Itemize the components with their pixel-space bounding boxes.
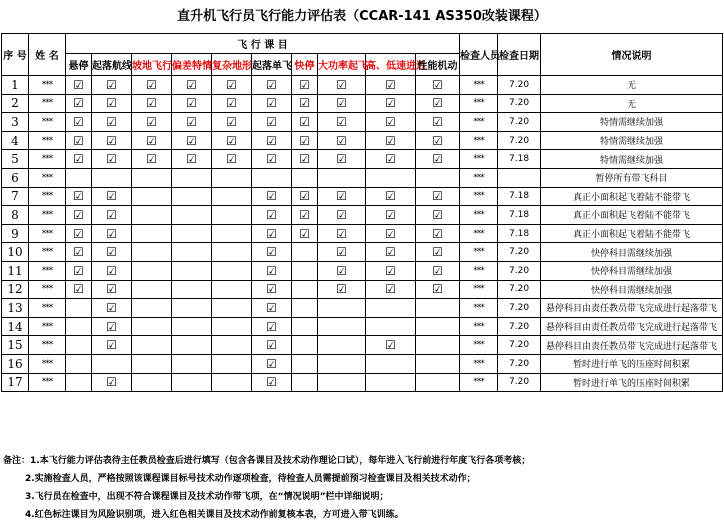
checkbox-checked-icon: ☑ <box>416 243 460 262</box>
checkbox-checked-icon: ☑ <box>318 243 366 262</box>
empty-cell <box>132 261 172 280</box>
inspector-name: *** <box>460 317 498 336</box>
empty-cell <box>212 336 252 355</box>
row-number: 15 <box>2 336 29 355</box>
pilot-name: *** <box>29 187 66 206</box>
row-number: 8 <box>2 206 29 225</box>
row-number: 4 <box>2 131 29 150</box>
inspector-name: *** <box>460 299 498 318</box>
checkbox-checked-icon: ☑ <box>212 76 252 95</box>
row-number: 2 <box>2 94 29 113</box>
checkbox-checked-icon: ☑ <box>172 113 212 132</box>
empty-cell <box>292 354 318 373</box>
checkbox-checked-icon: ☑ <box>292 224 318 243</box>
empty-cell <box>318 373 366 392</box>
row-number: 17 <box>2 373 29 392</box>
checkbox-checked-icon: ☑ <box>252 150 292 169</box>
pilot-name: *** <box>29 131 66 150</box>
checkbox-checked-icon: ☑ <box>252 224 292 243</box>
row-number: 16 <box>2 354 29 373</box>
empty-cell <box>212 187 252 206</box>
empty-cell <box>172 168 212 187</box>
remark-text: 真正小面积起飞着陆不能带飞 <box>541 206 723 225</box>
header-subject-1: 悬停 <box>66 54 92 76</box>
checkbox-checked-icon: ☑ <box>172 150 212 169</box>
header-inspector: 检查人员 <box>460 34 498 76</box>
check-date: 7.20 <box>498 131 541 150</box>
check-date: 7.18 <box>498 187 541 206</box>
checkbox-checked-icon: ☑ <box>66 76 92 95</box>
checkbox-checked-icon: ☑ <box>92 113 132 132</box>
checkbox-checked-icon: ☑ <box>318 150 366 169</box>
table-row <box>2 299 723 318</box>
inspector-name: *** <box>460 373 498 392</box>
header-name: 姓 名 <box>29 34 66 76</box>
header-subject-9: 高、低速进近 <box>366 54 416 76</box>
empty-cell <box>416 354 460 373</box>
checkbox-checked-icon: ☑ <box>92 150 132 169</box>
check-date: 7.18 <box>498 224 541 243</box>
pilot-name: *** <box>29 299 66 318</box>
empty-cell <box>292 336 318 355</box>
check-date: 7.20 <box>498 299 541 318</box>
empty-cell <box>318 317 366 336</box>
check-date: 7.20 <box>498 76 541 95</box>
pilot-name: *** <box>29 94 66 113</box>
remark-text: 特情需继续加强 <box>541 150 723 169</box>
checkbox-checked-icon: ☑ <box>416 113 460 132</box>
table-row <box>2 280 723 299</box>
pilot-name: *** <box>29 150 66 169</box>
empty-cell <box>416 317 460 336</box>
pilot-name: *** <box>29 317 66 336</box>
inspector-name: *** <box>460 131 498 150</box>
empty-cell <box>366 299 416 318</box>
empty-cell <box>212 299 252 318</box>
checkbox-checked-icon: ☑ <box>252 113 292 132</box>
inspector-name: *** <box>460 336 498 355</box>
empty-cell <box>132 373 172 392</box>
checkbox-checked-icon: ☑ <box>92 317 132 336</box>
checkbox-checked-icon: ☑ <box>252 336 292 355</box>
empty-cell <box>92 354 132 373</box>
checkbox-checked-icon: ☑ <box>292 206 318 225</box>
checkbox-checked-icon: ☑ <box>366 150 416 169</box>
checkbox-checked-icon: ☑ <box>92 206 132 225</box>
checkbox-checked-icon: ☑ <box>92 243 132 262</box>
checkbox-checked-icon: ☑ <box>212 94 252 113</box>
empty-cell <box>416 336 460 355</box>
evaluation-table <box>1 33 723 392</box>
check-date: 7.20 <box>498 354 541 373</box>
empty-cell <box>416 299 460 318</box>
empty-cell <box>366 168 416 187</box>
checkbox-checked-icon: ☑ <box>292 187 318 206</box>
checkbox-checked-icon: ☑ <box>366 76 416 95</box>
checkbox-checked-icon: ☑ <box>318 261 366 280</box>
checkbox-checked-icon: ☑ <box>132 94 172 113</box>
checkbox-checked-icon: ☑ <box>318 94 366 113</box>
notes-label: 备注： <box>3 456 31 466</box>
checkbox-checked-icon: ☑ <box>66 261 92 280</box>
check-date: 7.20 <box>498 243 541 262</box>
empty-cell <box>212 168 252 187</box>
row-number: 1 <box>2 76 29 95</box>
table-row <box>2 206 723 225</box>
remark-text: 快停科目需继续加强 <box>541 280 723 299</box>
checkbox-checked-icon: ☑ <box>92 299 132 318</box>
checkbox-checked-icon: ☑ <box>416 280 460 299</box>
checkbox-checked-icon: ☑ <box>92 373 132 392</box>
empty-cell <box>172 299 212 318</box>
empty-cell <box>172 261 212 280</box>
empty-cell <box>172 336 212 355</box>
checkbox-checked-icon: ☑ <box>92 336 132 355</box>
checkbox-checked-icon: ☑ <box>172 131 212 150</box>
remark-text: 真正小面积起飞着陆不能带飞 <box>541 187 723 206</box>
table-row <box>2 224 723 243</box>
empty-cell <box>212 224 252 243</box>
remark-text: 暂停所有带飞科目 <box>541 168 723 187</box>
table-row <box>2 336 723 355</box>
empty-cell <box>66 299 92 318</box>
checkbox-checked-icon: ☑ <box>366 280 416 299</box>
checkbox-checked-icon: ☑ <box>252 94 292 113</box>
remark-text: 悬停科目由责任教员带飞完成进行起落带飞 <box>541 299 723 318</box>
check-date: 7.20 <box>498 373 541 392</box>
empty-cell <box>132 299 172 318</box>
table-row <box>2 261 723 280</box>
remark-text: 无 <box>541 76 723 95</box>
checkbox-checked-icon: ☑ <box>416 261 460 280</box>
pilot-name: *** <box>29 280 66 299</box>
checkbox-checked-icon: ☑ <box>252 299 292 318</box>
table-row <box>2 168 723 187</box>
remark-text: 悬停科目由责任教员带飞完成进行起落带飞 <box>541 317 723 336</box>
remark-text: 悬停科目由责任教员带飞完成进行起落带飞 <box>541 336 723 355</box>
header-seq: 序 号 <box>2 34 29 76</box>
empty-cell <box>132 243 172 262</box>
empty-cell <box>132 187 172 206</box>
checkbox-checked-icon: ☑ <box>66 131 92 150</box>
note-line-4: 4.红色标注课目为风险识别项，进入红色相关课目及技术动作前复核本表，方可进入带飞训练。 <box>25 510 404 520</box>
checkbox-checked-icon: ☑ <box>366 224 416 243</box>
empty-cell <box>172 187 212 206</box>
checkbox-checked-icon: ☑ <box>318 76 366 95</box>
checkbox-checked-icon: ☑ <box>92 280 132 299</box>
empty-cell <box>132 317 172 336</box>
header-subjects-group: 飞 行 课 目 <box>66 34 460 54</box>
checkbox-checked-icon: ☑ <box>252 280 292 299</box>
checkbox-checked-icon: ☑ <box>252 187 292 206</box>
inspector-name: *** <box>460 168 498 187</box>
remark-text: 特情需继续加强 <box>541 113 723 132</box>
checkbox-checked-icon: ☑ <box>66 280 92 299</box>
inspector-name: *** <box>460 354 498 373</box>
checkbox-checked-icon: ☑ <box>416 131 460 150</box>
table-row <box>2 373 723 392</box>
table-row <box>2 113 723 132</box>
remark-text: 快停科目需继续加强 <box>541 243 723 262</box>
table-row <box>2 131 723 150</box>
remark-text: 无 <box>541 94 723 113</box>
pilot-name: *** <box>29 206 66 225</box>
checkbox-checked-icon: ☑ <box>172 76 212 95</box>
pilot-name: *** <box>29 113 66 132</box>
empty-cell <box>416 373 460 392</box>
checkbox-checked-icon: ☑ <box>416 224 460 243</box>
empty-cell <box>292 168 318 187</box>
inspector-name: *** <box>460 150 498 169</box>
inspector-name: *** <box>460 261 498 280</box>
checkbox-checked-icon: ☑ <box>66 206 92 225</box>
check-date: 7.20 <box>498 113 541 132</box>
table-row <box>2 76 723 95</box>
checkbox-checked-icon: ☑ <box>292 131 318 150</box>
empty-cell <box>292 299 318 318</box>
pilot-name: *** <box>29 354 66 373</box>
pilot-name: *** <box>29 373 66 392</box>
empty-cell <box>212 261 252 280</box>
check-date: 7.20 <box>498 280 541 299</box>
empty-cell <box>292 243 318 262</box>
checkbox-checked-icon: ☑ <box>92 224 132 243</box>
empty-cell <box>92 168 132 187</box>
empty-cell <box>172 317 212 336</box>
checkbox-checked-icon: ☑ <box>416 76 460 95</box>
empty-cell <box>172 373 212 392</box>
remark-text: 快停科目需继续加强 <box>541 261 723 280</box>
checkbox-checked-icon: ☑ <box>318 206 366 225</box>
sheet-title: 直升机飞行员飞行能力评估表（CCAR-141 AS350改装课程） <box>177 9 547 24</box>
inspector-name: *** <box>460 206 498 225</box>
empty-cell <box>172 206 212 225</box>
empty-cell <box>366 373 416 392</box>
checkbox-checked-icon: ☑ <box>318 113 366 132</box>
checkbox-checked-icon: ☑ <box>132 150 172 169</box>
pilot-name: *** <box>29 168 66 187</box>
notes-section <box>3 452 721 524</box>
pilot-name: *** <box>29 261 66 280</box>
checkbox-checked-icon: ☑ <box>132 131 172 150</box>
empty-cell <box>172 243 212 262</box>
note-line-1: 备注：1.本飞行能力评估表待主任教员检查后进行填写（包含各课目及技术动作理论口试），每年进入飞行前进行年度飞行各项考核； <box>3 456 531 466</box>
empty-cell <box>132 280 172 299</box>
table-row <box>2 354 723 373</box>
row-number: 5 <box>2 150 29 169</box>
empty-cell <box>292 317 318 336</box>
empty-cell <box>292 373 318 392</box>
row-number: 11 <box>2 261 29 280</box>
remark-text: 真正小面积起飞着陆不能带飞 <box>541 224 723 243</box>
header-subject-2: 起落航线 <box>92 54 132 76</box>
row-number: 6 <box>2 168 29 187</box>
checkbox-checked-icon: ☑ <box>366 336 416 355</box>
checkbox-checked-icon: ☑ <box>366 206 416 225</box>
checkbox-checked-icon: ☑ <box>252 261 292 280</box>
checkbox-checked-icon: ☑ <box>318 224 366 243</box>
checkbox-checked-icon: ☑ <box>172 94 212 113</box>
header-subject-7: 快停 <box>292 54 318 76</box>
empty-cell <box>292 280 318 299</box>
checkbox-checked-icon: ☑ <box>366 94 416 113</box>
row-number: 13 <box>2 299 29 318</box>
checkbox-checked-icon: ☑ <box>292 113 318 132</box>
checkbox-checked-icon: ☑ <box>66 94 92 113</box>
pilot-name: *** <box>29 243 66 262</box>
empty-cell <box>318 299 366 318</box>
check-date: 7.20 <box>498 94 541 113</box>
checkbox-checked-icon: ☑ <box>92 76 132 95</box>
remark-text: 暂时进行单飞的压座时间积累 <box>541 354 723 373</box>
empty-cell <box>292 261 318 280</box>
checkbox-checked-icon: ☑ <box>252 243 292 262</box>
checkbox-checked-icon: ☑ <box>66 113 92 132</box>
empty-cell <box>132 336 172 355</box>
checkbox-checked-icon: ☑ <box>366 187 416 206</box>
empty-cell <box>366 317 416 336</box>
remark-text: 特情需继续加强 <box>541 131 723 150</box>
check-date: 7.18 <box>498 150 541 169</box>
checkbox-checked-icon: ☑ <box>66 243 92 262</box>
checkbox-checked-icon: ☑ <box>132 76 172 95</box>
empty-cell <box>66 317 92 336</box>
table-body <box>2 76 723 392</box>
inspector-name: *** <box>460 224 498 243</box>
checkbox-checked-icon: ☑ <box>318 280 366 299</box>
checkbox-checked-icon: ☑ <box>292 76 318 95</box>
empty-cell <box>66 354 92 373</box>
empty-cell <box>318 336 366 355</box>
checkbox-checked-icon: ☑ <box>66 150 92 169</box>
checkbox-checked-icon: ☑ <box>212 150 252 169</box>
empty-cell <box>318 354 366 373</box>
checkbox-checked-icon: ☑ <box>92 261 132 280</box>
checkbox-checked-icon: ☑ <box>66 224 92 243</box>
empty-cell <box>66 336 92 355</box>
empty-cell <box>172 224 212 243</box>
empty-cell <box>318 168 366 187</box>
table-row <box>2 317 723 336</box>
row-number: 14 <box>2 317 29 336</box>
empty-cell <box>172 354 212 373</box>
checkbox-checked-icon: ☑ <box>132 113 172 132</box>
checkbox-checked-icon: ☑ <box>416 150 460 169</box>
empty-cell <box>252 168 292 187</box>
row-number: 12 <box>2 280 29 299</box>
note-line-2: 2.实施检查人员，严格按照该课程课目标号技术动作逐项检查，待检查人员需提前预习检查课目及相关技术动作； <box>25 474 476 484</box>
empty-cell <box>212 206 252 225</box>
empty-cell <box>132 354 172 373</box>
row-number: 3 <box>2 113 29 132</box>
inspector-name: *** <box>460 113 498 132</box>
checkbox-checked-icon: ☑ <box>252 317 292 336</box>
table-row <box>2 150 723 169</box>
checkbox-checked-icon: ☑ <box>252 206 292 225</box>
header-subject-10: 性能机动 <box>416 54 460 76</box>
inspector-name: *** <box>460 76 498 95</box>
checkbox-checked-icon: ☑ <box>252 76 292 95</box>
checkbox-checked-icon: ☑ <box>416 94 460 113</box>
inspector-name: *** <box>460 243 498 262</box>
empty-cell <box>132 224 172 243</box>
empty-cell <box>212 354 252 373</box>
table-row <box>2 94 723 113</box>
header-subject-3: 坡地飞行 <box>132 54 172 76</box>
header-subject-8: 大功率起飞 <box>318 54 366 76</box>
checkbox-checked-icon: ☑ <box>252 131 292 150</box>
checkbox-checked-icon: ☑ <box>292 150 318 169</box>
empty-cell <box>212 280 252 299</box>
checkbox-checked-icon: ☑ <box>92 187 132 206</box>
header-subject-5: 复杂地形 <box>212 54 252 76</box>
empty-cell <box>66 168 92 187</box>
empty-cell <box>212 373 252 392</box>
inspector-name: *** <box>460 94 498 113</box>
checkbox-checked-icon: ☑ <box>212 131 252 150</box>
header-subject-4: 偏差特情 <box>172 54 212 76</box>
checkbox-checked-icon: ☑ <box>252 373 292 392</box>
checkbox-checked-icon: ☑ <box>366 113 416 132</box>
pilot-name: *** <box>29 336 66 355</box>
checkbox-checked-icon: ☑ <box>366 261 416 280</box>
empty-cell <box>132 168 172 187</box>
check-date: 7.18 <box>498 206 541 225</box>
checkbox-checked-icon: ☑ <box>292 94 318 113</box>
checkbox-checked-icon: ☑ <box>366 243 416 262</box>
row-number: 9 <box>2 224 29 243</box>
empty-cell <box>172 280 212 299</box>
header-date: 检查日期 <box>498 34 541 76</box>
row-number: 10 <box>2 243 29 262</box>
remark-text: 暂时进行单飞的压座时间积累 <box>541 373 723 392</box>
checkbox-checked-icon: ☑ <box>252 354 292 373</box>
checkbox-checked-icon: ☑ <box>92 94 132 113</box>
check-date <box>498 168 541 187</box>
checkbox-checked-icon: ☑ <box>318 187 366 206</box>
checkbox-checked-icon: ☑ <box>366 131 416 150</box>
checkbox-checked-icon: ☑ <box>92 131 132 150</box>
checkbox-checked-icon: ☑ <box>66 187 92 206</box>
pilot-name: *** <box>29 76 66 95</box>
empty-cell <box>416 168 460 187</box>
check-date: 7.20 <box>498 317 541 336</box>
empty-cell <box>212 243 252 262</box>
checkbox-checked-icon: ☑ <box>212 113 252 132</box>
header-remarks: 情况说明 <box>541 34 723 76</box>
check-date: 7.20 <box>498 261 541 280</box>
empty-cell <box>66 373 92 392</box>
table-row <box>2 187 723 206</box>
empty-cell <box>132 206 172 225</box>
pilot-name: *** <box>29 224 66 243</box>
row-number: 7 <box>2 187 29 206</box>
inspector-name: *** <box>460 280 498 299</box>
empty-cell <box>366 354 416 373</box>
check-date: 7.20 <box>498 336 541 355</box>
table-row <box>2 243 723 262</box>
inspector-name: *** <box>460 187 498 206</box>
checkbox-checked-icon: ☑ <box>416 187 460 206</box>
checkbox-checked-icon: ☑ <box>318 131 366 150</box>
header-subject-6: 起落单飞 <box>252 54 292 76</box>
note-line-3: 3.飞行员在检查中，出现不符合课程课目及技术动作带飞项，在“情况说明”栏中详细说明； <box>25 492 389 502</box>
checkbox-checked-icon: ☑ <box>416 206 460 225</box>
empty-cell <box>212 317 252 336</box>
